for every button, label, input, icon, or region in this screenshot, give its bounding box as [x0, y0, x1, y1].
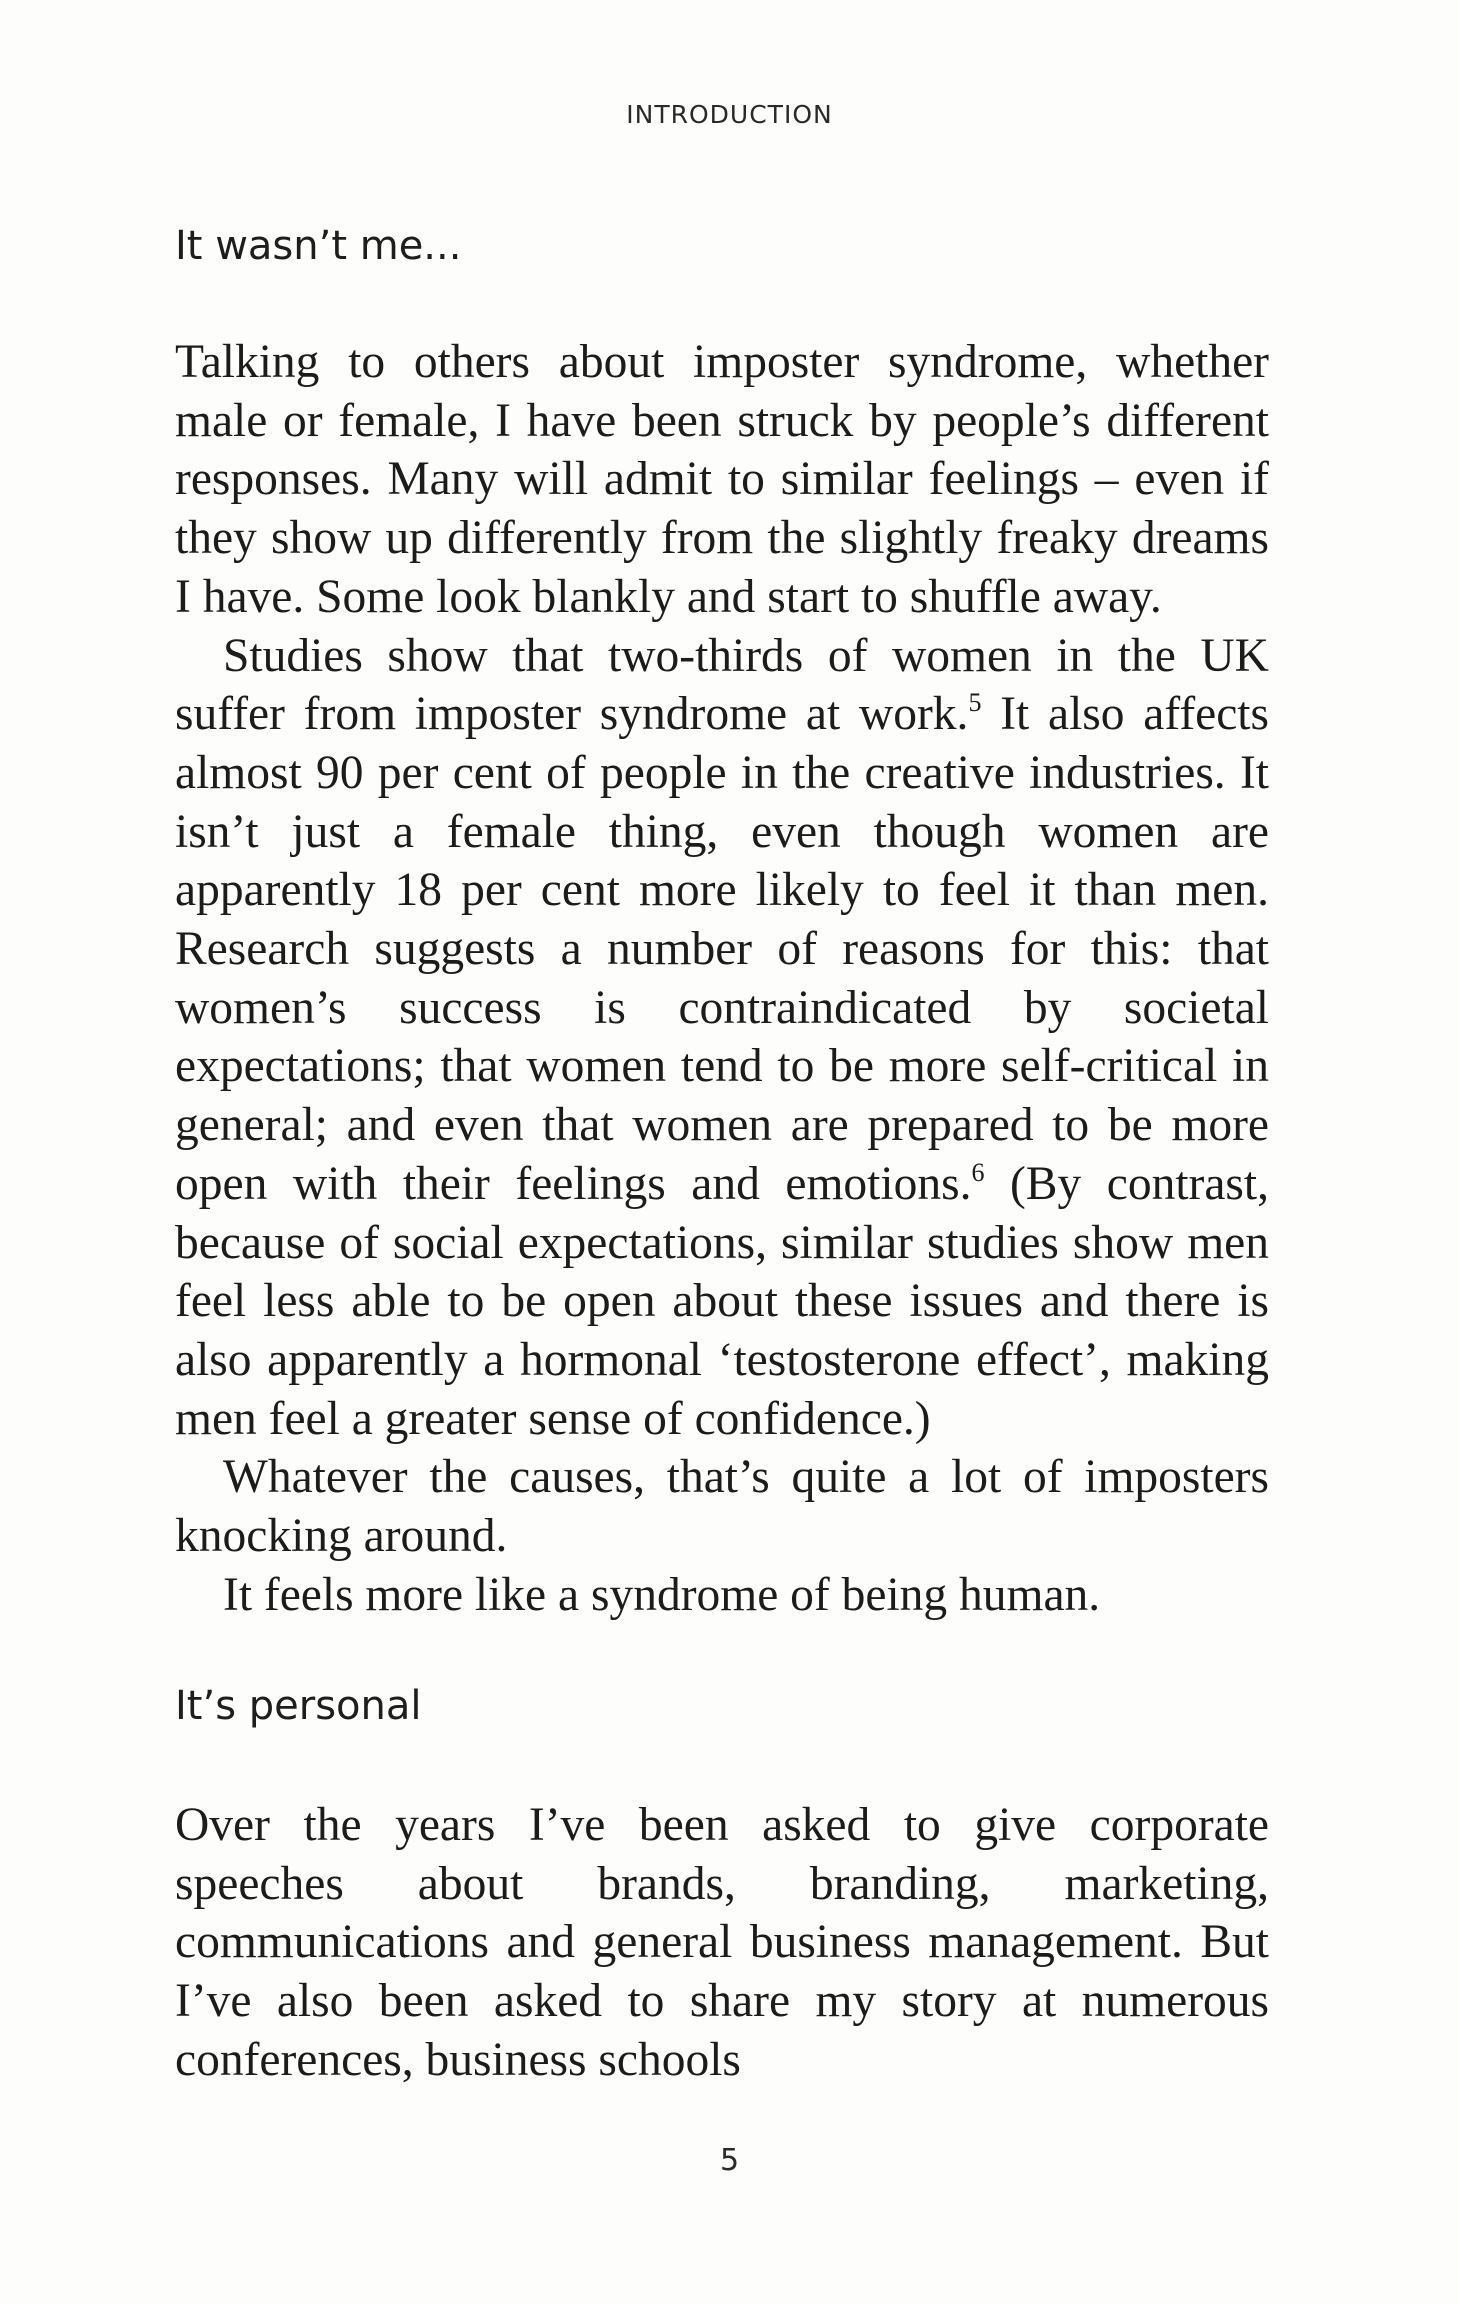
paragraph: Whatever the causes, that’s quite a lot of imposters knocking around. [175, 1451, 1269, 1563]
paragraph: Talking to others about imposter syndrome, whether male or female, I have been struck by people’s different responses. Many will admit to similar feelings – even if they show up differently from the slightly freaky dreams I have. Some look blankly and start to shuffle away. [175, 336, 1269, 623]
paragraph-text: (By contrast, because of social expectations, similar studies show men feel less able to be open about these issues and there is also apparently a hormonal ‘testosterone effect’, making men feel a greater sense of confidence.) [175, 1157, 1269, 1445]
paragraph: It feels more like a syndrome of being human. [223, 1568, 1101, 1621]
paragraph: Over the years I’ve been asked to give corporate speeches about brands, branding, marketing, communications and general business management. But I’ve also been asked to share my story at numerous conferences, business schools [175, 1799, 1269, 2086]
section-it-wasnt-me [175, 222, 1269, 270]
footnote-marker: 6 [971, 1157, 985, 1187]
paragraph [175, 627, 1269, 1449]
section-heading: It’s personal [175, 1683, 422, 1729]
paragraph-text: Studies show that two-thirds of women in the UK suffer from imposter syndrome at work. [175, 629, 1269, 741]
running-head: INTRODUCTION [626, 100, 833, 129]
page-number: 5 [719, 2143, 740, 2178]
paragraph-text: It also affects almost 90 per cent of people in the creative industries. It isn’t just a female thing, even though women are apparently 18 per cent more likely to feel it than men. Research suggests a number of reasons for this: that women’s success is contraindicated by societal expectations; that women tend to be more self-critical in general; and even that women are prepared to be more open with their feelings and emotions. [175, 688, 1269, 1210]
section-its-personal [175, 1682, 1269, 1730]
section-its-personal-body [175, 1796, 1269, 2090]
footnote-marker: 5 [968, 688, 982, 718]
section-heading: It wasn’t me... [175, 223, 462, 269]
section-it-wasnt-me-body [175, 333, 1269, 1624]
